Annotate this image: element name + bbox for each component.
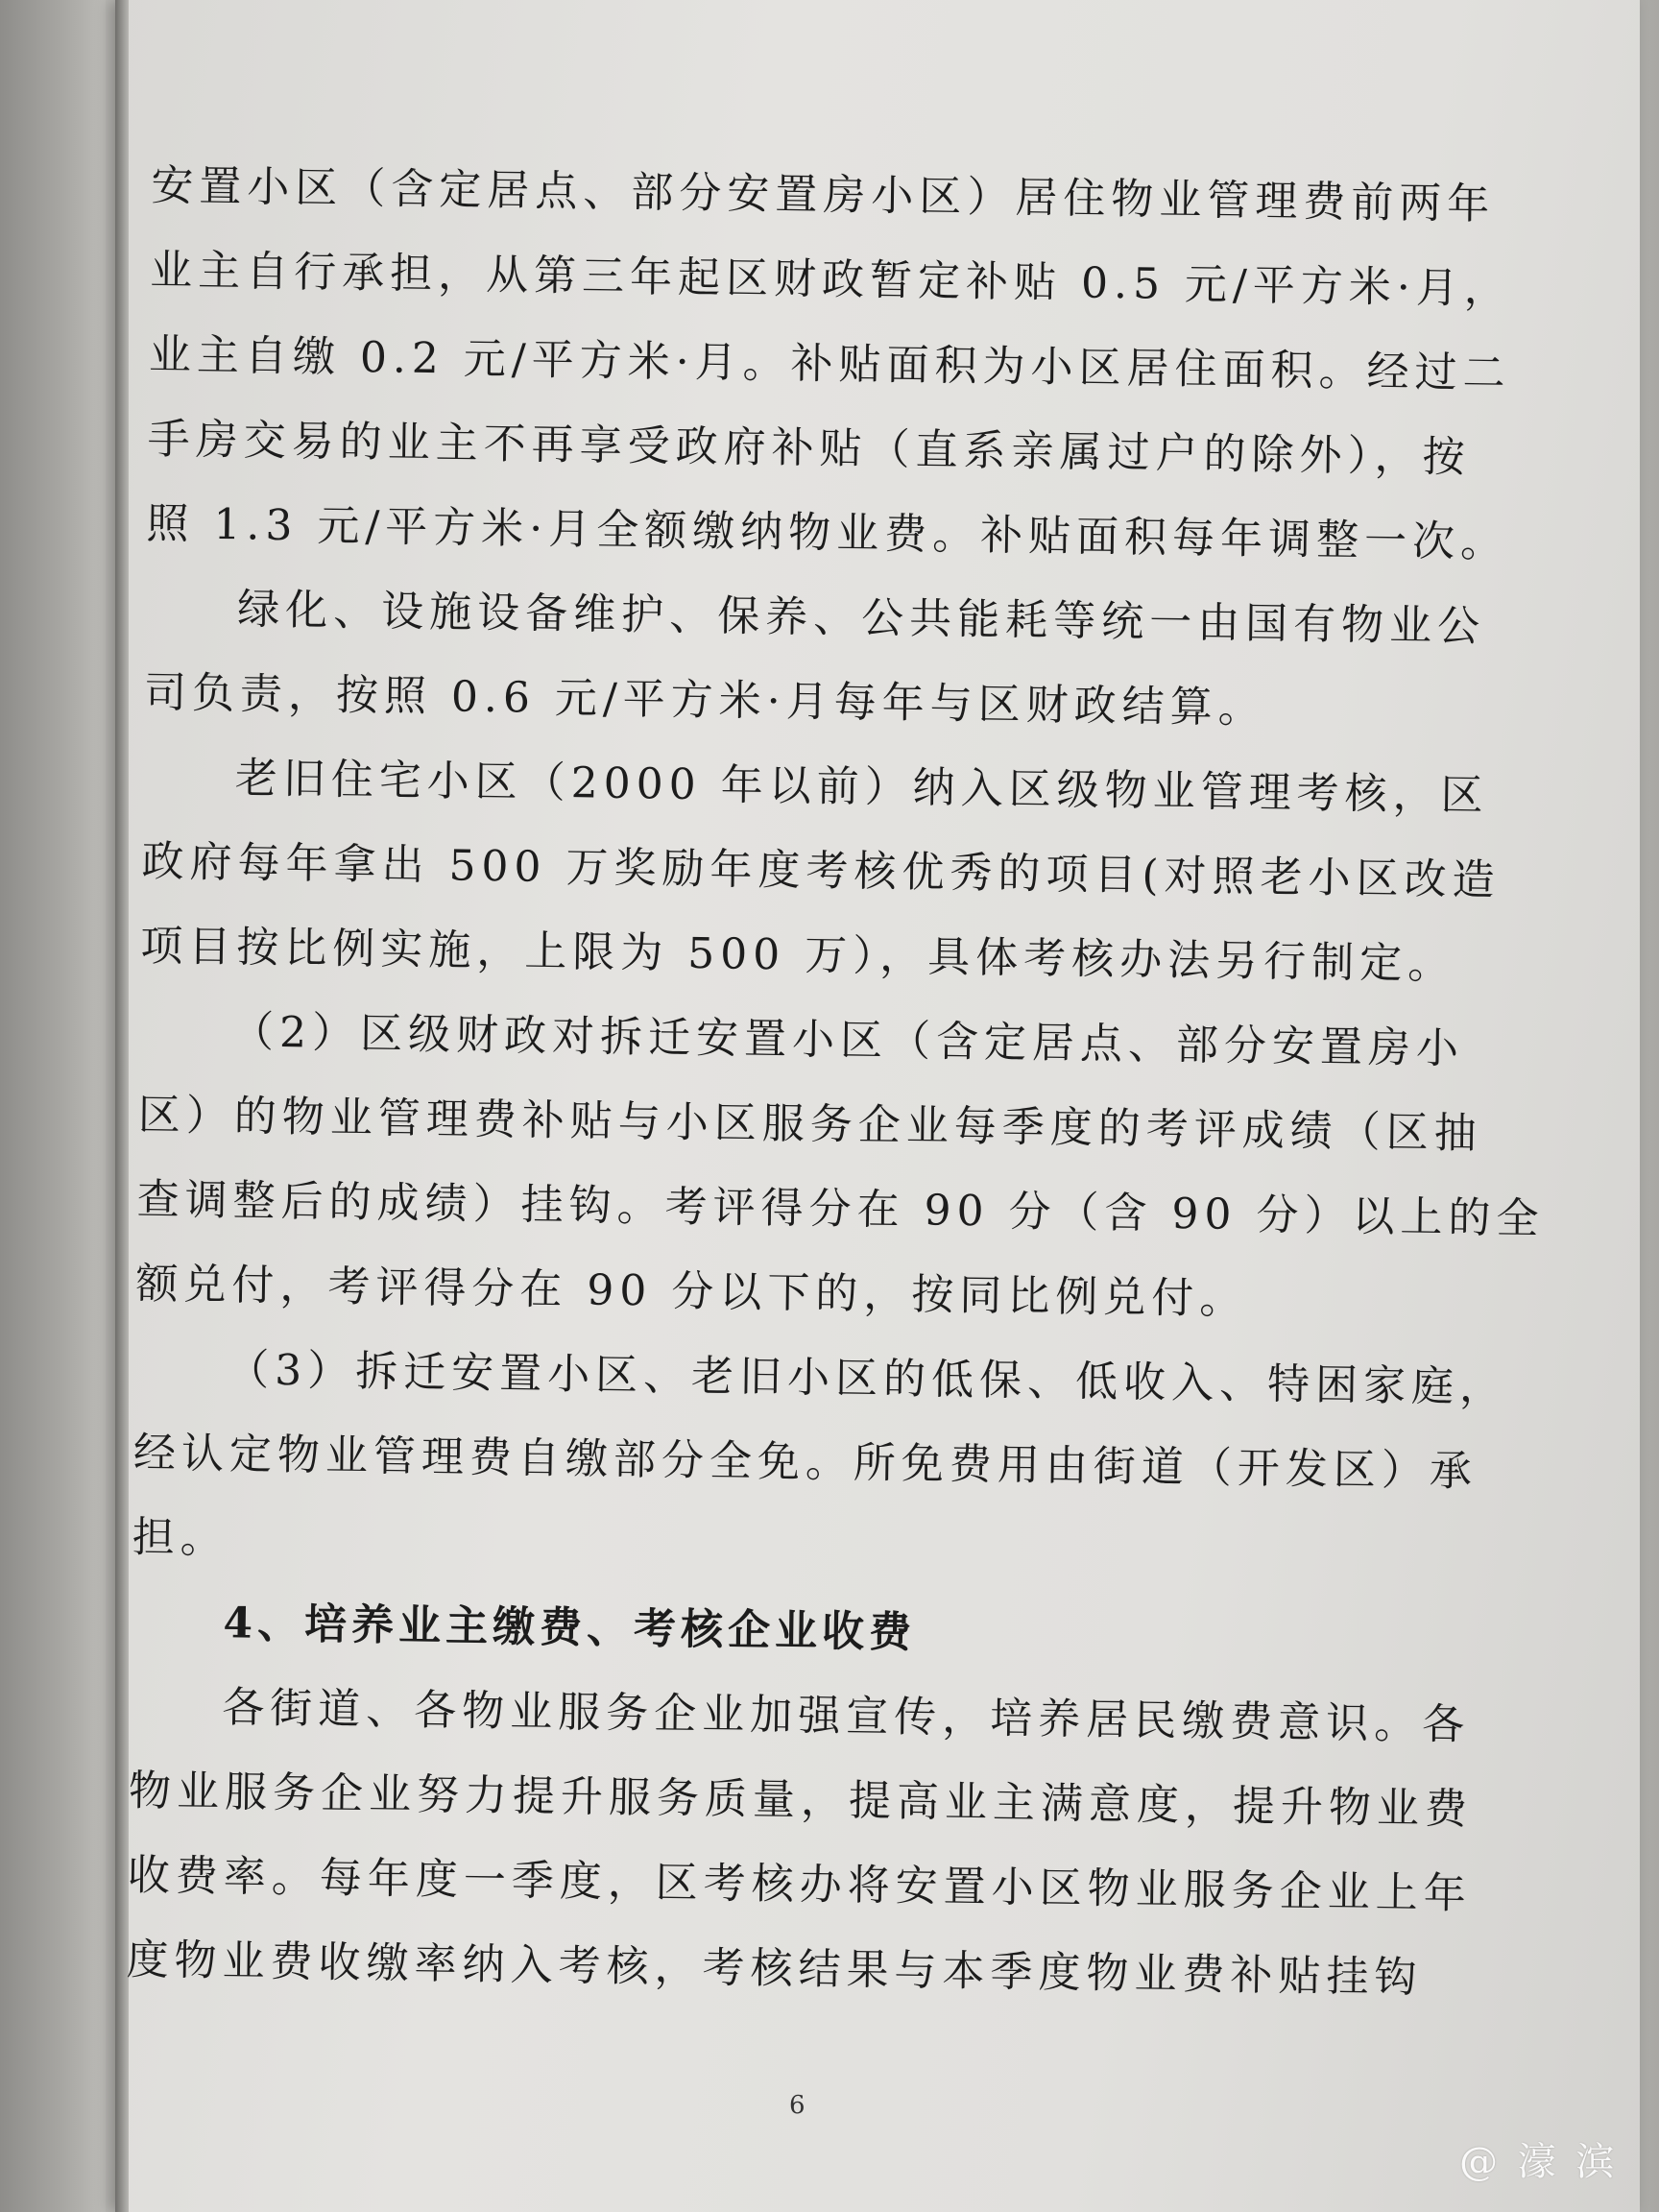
text-line: 老旧住宅小区（2000 年以前）纳入区级物业管理考核，区 <box>234 754 1489 821</box>
text-line: 额兑付，考评得分在 90 分以下的，按同比例兑付。 <box>135 1259 1248 1325</box>
text-line: 收费率。每年度一季度，区考核办将安置小区物业服务企业上年 <box>127 1850 1473 1919</box>
text-line: 业主自缴 0.2 元/平方米·月。补贴面积为小区居住面积。经过二 <box>148 329 1511 398</box>
section-heading: 4、培养业主缴费、考核企业收费 <box>223 1599 917 1658</box>
watermark: @ 濠 滨 <box>1459 2140 1619 2184</box>
document-body <box>126 144 1545 2021</box>
text-line: 各街道、各物业服务企业加强宣传，培养居民缴费意识。各 <box>221 1683 1471 1750</box>
text-line: 查调整后的成绩）挂钩。考评得分在 90 分（含 90 分）以上的全 <box>136 1174 1545 1244</box>
text-line: 安置小区（含定居点、部分安置房小区）居住物业管理费前两年 <box>151 160 1496 229</box>
text-line: 手房交易的业主不再享受政府补贴（直系亲属过户的除外），按 <box>147 414 1471 483</box>
text-line: （3）拆迁安置小区、老旧小区的低保、低收入、特困家庭， <box>226 1345 1508 1412</box>
text-line: 司负责，按照 0.6 元/平方米·月每年与区财政结算。 <box>143 667 1267 733</box>
text-line: 度物业费收缴率纳入考核，考核结果与本季度物业费补贴挂钩 <box>126 1935 1423 2003</box>
text-line: 业主自行承担，从第三年起区财政暂定补贴 0.5 元/平方米·月， <box>149 245 1513 314</box>
text-line: 项目按比例实施，上限为 500 万），具体考核办法另行制定。 <box>139 921 1456 990</box>
text-line: 照 1.3 元/平方米·月全额缴纳物业费。补贴面积每年调整一次。 <box>146 498 1509 567</box>
text-line: 担。 <box>132 1512 229 1564</box>
text-line: 政府每年拿出 500 万奖励年度考核优秀的项目(对照老小区改造 <box>141 836 1501 905</box>
text-line: 绿化、设施设备维护、保养、公共能耗等统一由国有物业公 <box>236 585 1486 652</box>
text-line: 经认定物业管理费自缴部分全免。所免费用由街道（开发区）承 <box>132 1428 1479 1497</box>
text-line: 物业服务企业努力提升服务质量，提高业主满意度，提升物业费 <box>128 1766 1474 1835</box>
page-number: 6 <box>789 2091 805 2120</box>
text-line: （2）区级财政对拆迁安置小区（含定居点、部分安置房小 <box>230 1007 1465 1074</box>
text-line: 区）的物业管理费补贴与小区服务企业每季度的考评成绩（区抽 <box>137 1090 1483 1159</box>
desk-background-left <box>0 0 106 2212</box>
